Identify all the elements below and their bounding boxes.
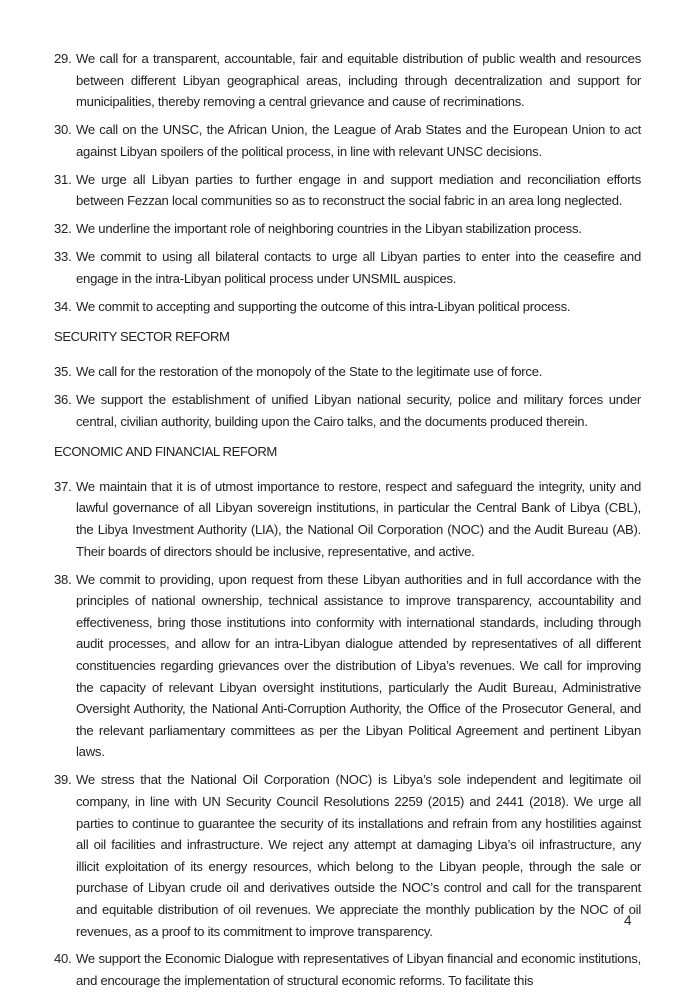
paragraph-text: We underline the important role of neighboring countries in the Libyan stabilization process. — [76, 221, 582, 237]
paragraph-number: 34. — [54, 298, 72, 314]
paragraph-30 — [54, 119, 641, 162]
paragraph-number: 39. — [54, 772, 72, 788]
paragraph-text: We commit to accepting and supporting the outcome of this intra-Libyan political process. — [76, 298, 571, 314]
paragraph-number: 32. — [54, 221, 72, 237]
paragraph-number: 36. — [54, 392, 72, 408]
paragraph-text: We support the Economic Dialogue with representatives of Libyan financial and economic institutions, and encourage the implementation of structural economic reforms. To facilitate this — [76, 951, 641, 989]
paragraph-37 — [54, 476, 641, 562]
paragraph-number: 37. — [54, 478, 72, 494]
paragraph-34 — [54, 296, 641, 318]
paragraph-text: We support the establishment of unified Libyan national security, police and military forces under central, civilian authority, building upon the Cairo talks, and the documents produced therein. — [76, 392, 641, 429]
paragraph-number: 38. — [54, 571, 72, 587]
paragraph-number: 40. — [54, 951, 72, 967]
paragraph-40 — [54, 948, 641, 991]
paragraph-31 — [54, 169, 641, 212]
document-page — [54, 48, 641, 998]
paragraph-number: 31. — [54, 171, 72, 187]
paragraph-33 — [54, 246, 641, 289]
paragraph-39 — [54, 769, 641, 942]
paragraph-text: We call on the UNSC, the African Union, the League of Arab States and the European Union to act against Libyan spoilers of the political process, in line with relevant UNSC decisions. — [76, 122, 641, 159]
paragraph-text: We commit to providing, upon request from these Libyan authorities and in full accordance with the principles of national ownership, technical assistance to improve transparency, accountability and effectiveness, bring those institutions into conformity with international standards, including through audit processes, and allow for an intra-Libyan dialogue attended by representatives of all different constituencies regarding grievances over the distribution of Libya’s revenues. We call for improving the capacity of relevant Libyan oversight institutions, particularly the Audit Bureau, Administrative Oversight Authority, the National Anti-Corruption Authority, the Office of the Prosecutor General, and the relevant parliamentary committees as per the Libyan Political Agreement and pertinent Libyan laws. — [76, 571, 641, 760]
paragraph-text: We urge all Libyan parties to further engage in and support mediation and reconciliation efforts between Fezzan local communities so as to reconstruct the social fabric in an area long neglected. — [76, 171, 641, 209]
paragraph-number: 33. — [54, 249, 72, 265]
paragraph-36 — [54, 389, 641, 432]
paragraph-38 — [54, 569, 641, 763]
paragraph-number: 35. — [54, 364, 72, 380]
paragraph-text: We call for a transparent, accountable, fair and equitable distribution of public wealth and resources between different Libyan geographical areas, including through decentralization and support for municipalities, thereby removing a central grievance and cause of recriminations. — [76, 51, 641, 110]
paragraph-35 — [54, 361, 641, 383]
section-heading-security-sector-reform: SECURITY SECTOR REFORM — [54, 329, 230, 345]
paragraph-text: We commit to using all bilateral contacts to urge all Libyan parties to enter into the ceasefire and engage in the intra-Libyan political process under UNSMIL auspices. — [76, 249, 641, 286]
paragraph-text: We call for the restoration of the monopoly of the State to the legitimate use of force. — [76, 364, 543, 380]
paragraph-text: We maintain that it is of utmost importance to restore, respect and safeguard the integrity, unity and lawful governance of all Libyan sovereign institutions, in particular the Central Bank of Libya (CBL), the Libya Investment Authority (LIA), the National Oil Corporation (NOC) and the Audit Bureau (AB). Their boards of directors should be inclusive, representative, and active. — [76, 478, 641, 559]
paragraph-29 — [54, 48, 641, 113]
section-heading-economic-financial-reform: ECONOMIC AND FINANCIAL REFORM — [54, 444, 277, 460]
page-number: 4 — [624, 913, 632, 928]
paragraph-number: 29. — [54, 51, 72, 66]
paragraph-text: We stress that the National Oil Corporation (NOC) is Libya’s sole independent and legitimate oil company, in line with UN Security Council Resolutions 2259 (2015) and 2441 (2018). We urge all parties to continue to guarantee the security of its installations and refrain from any hostilities against all oil facilities and infrastructure. We reject any attempt at damaging Libya’s oil infrastructure, any illicit exploitation of its energy resources, which belong to the Libyan people, through the sale or purchase of Libyan crude oil and derivatives outside the NOC’s control and call for the transparent and equitable distribution of oil revenues. We appreciate the monthly publication by the NOC of oil revenues, as a proof to its commitment to improve transparency. — [76, 772, 641, 939]
paragraph-32 — [54, 218, 641, 240]
paragraph-number: 30. — [54, 122, 72, 138]
